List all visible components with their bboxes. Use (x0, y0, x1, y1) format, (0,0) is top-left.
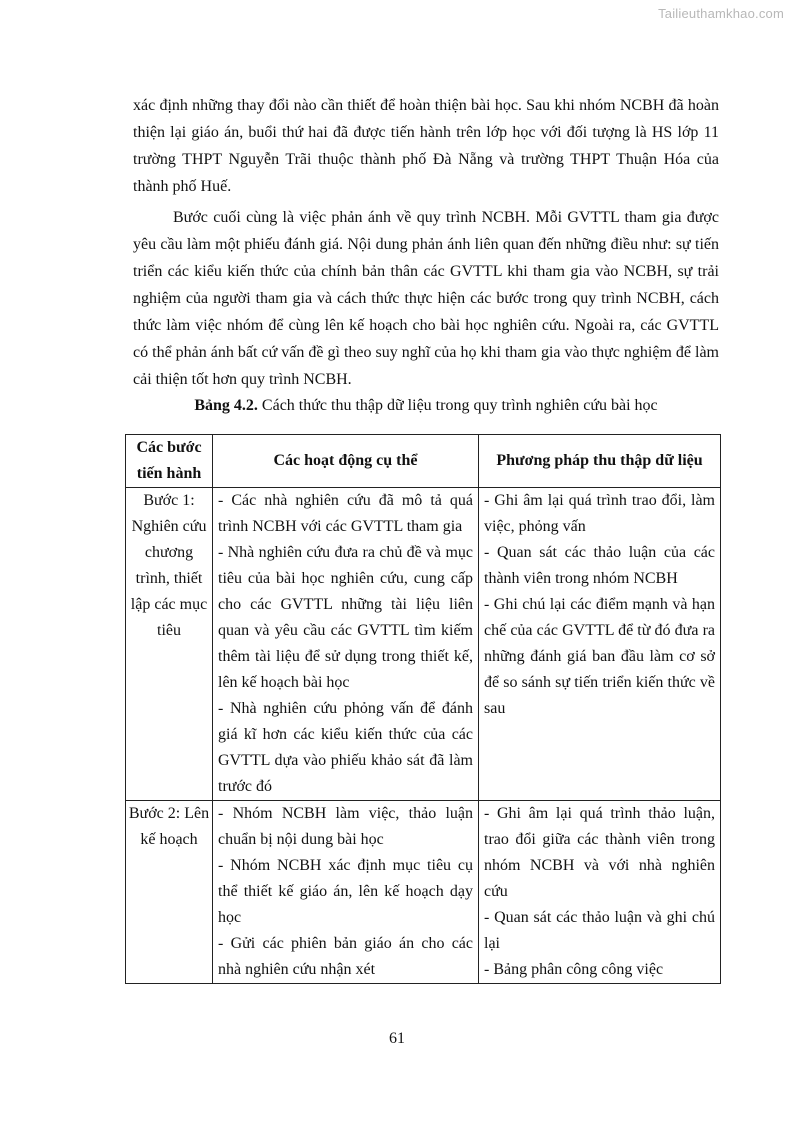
paragraph-1: xác định những thay đổi nào cần thiết để hoàn thiện bài học. Sau khi nhóm NCBH đã hoàn thiện lại giáo án, buổi thứ hai đã được tiến hành trên lớp học với đối tượng là HS lớp 11 trường THPT Nguyễn Trãi thuộc thành phố Đà Nẵng và trường THPT Thuận Hóa của thành phố Huế. (133, 97, 719, 195)
activity-item: - Nhóm NCBH xác định mục tiêu cụ thể thiết kế giáo án, lên kế hoạch dạy học (218, 857, 473, 926)
paragraph-2: Bước cuối cùng là việc phản ánh về quy trình NCBH. Mỗi GVTTL tham gia được yêu cầu làm một phiếu đánh giá. Nội dung phản ánh liên quan đến những điều như: sự tiến triển các kiểu kiến thức của chính bản thân các GVTTL khi tham gia vào NCBH, sự trải nghiệm của người tham gia và cách thức thực hiện các bước trong quy trình NCBH, cách thức làm việc nhóm để cùng lên kế hoạch cho bài học nghiên cứu. Ngoài ra, các GVTTL có thể phản ánh bất cứ vấn đề gì theo suy nghĩ của họ khi tham gia vào thực nghiệm để làm cải thiện tốt hơn quy trình NCBH. (133, 209, 719, 388)
activity-item: - Nhà nghiên cứu phỏng vấn để đánh giá kĩ hơn các kiểu kiến thức của các GVTTL dựa vào phiếu khảo sát đã làm trước đó (218, 700, 473, 795)
header-steps: Các bước tiến hành (126, 435, 213, 488)
table-caption-label: Bảng 4.2. (194, 397, 258, 414)
methods-cell (479, 801, 721, 984)
header-methods: Phương pháp thu thập dữ liệu (479, 435, 721, 488)
activity-item: - Nhóm NCBH làm việc, thảo luận chuẩn bị nội dung bài học (218, 805, 473, 848)
watermark: Tailieuthamkhao.com (658, 6, 784, 21)
document-body (133, 92, 719, 419)
activity-item: - Gửi các phiên bản giáo án cho các nhà nghiên cứu nhận xét (218, 935, 473, 978)
method-item: - Bảng phân công công việc (484, 961, 664, 978)
activities-cell (213, 488, 479, 801)
table-row (126, 488, 721, 801)
table-row (126, 801, 721, 984)
data-collection-table (125, 434, 721, 984)
activity-item: - Nhà nghiên cứu đưa ra chủ đề và mục tiêu của bài học nghiên cứu, cung cấp cho các GVTTL những tài liệu liên quan và yêu cầu các GVTTL tìm kiếm thêm tài liệu để sử dụng trong thiết kế, lên kế hoạch bài học (218, 544, 473, 691)
step-cell: Bước 2: Lên kế hoạch (126, 801, 213, 984)
table-caption (133, 393, 719, 419)
table-header-row (126, 435, 721, 488)
method-item: - Ghi âm lại quá trình thảo luận, trao đổi giữa các thành viên trong nhóm NCBH và với nhà nghiên cứu (484, 805, 715, 900)
activity-item: - Các nhà nghiên cứu đã mô tả quá trình NCBH với các GVTTL tham gia (218, 492, 473, 535)
step-cell: Bước 1: Nghiên cứu chương trình, thiết lập các mục tiêu (126, 488, 213, 801)
header-activities: Các hoạt động cụ thể (213, 435, 479, 488)
table-caption-text: Cách thức thu thập dữ liệu trong quy trình nghiên cứu bài học (257, 397, 658, 414)
method-item: - Quan sát các thảo luận và ghi chú lại (484, 909, 715, 952)
page-number: 61 (389, 1030, 405, 1047)
activities-cell (213, 801, 479, 984)
method-item: - Ghi chú lại các điểm mạnh và hạn chế của các GVTTL để từ đó đưa ra những đánh giá ban đầu làm cơ sở để so sánh sự tiến triển kiến thức về sau (484, 596, 715, 717)
method-item: - Ghi âm lại quá trình trao đổi, làm việc, phỏng vấn (484, 492, 715, 535)
method-item: - Quan sát các thảo luận của các thành viên trong nhóm NCBH (484, 544, 715, 587)
methods-cell (479, 488, 721, 801)
